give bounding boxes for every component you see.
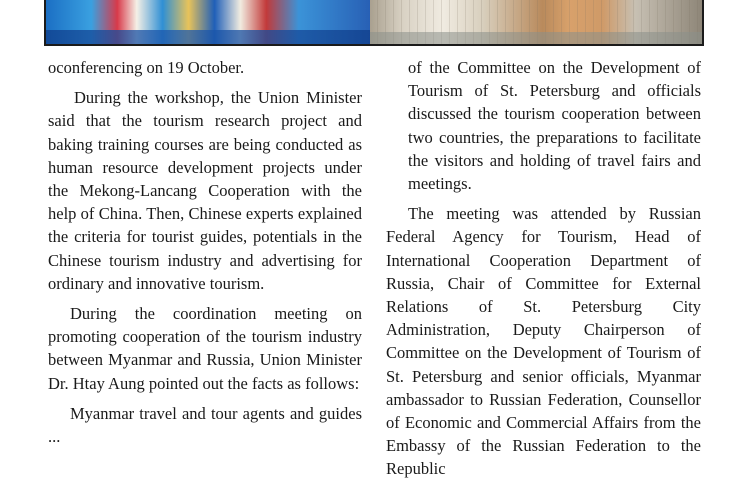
paragraph: Myanmar travel and tour agents and guides ...: [48, 403, 362, 447]
article-right-column: [386, 56, 701, 481]
paragraph: The meeting was attended by Russian Federal Agency for Tourism, Head of International Cooperation Department of Russia, Chair of Committee for External Relations of St. Petersburg City Administration, Deputy Chairperson of Committee on the Development of Tourism of St. Petersburg and senior officials, Myanmar ambassador to Russian Federation, Counsellor of Economic and Commercial Affairs from the Embassy of the Russian Federation to the Republic: [386, 204, 701, 479]
paragraph: of the Committee on the Development of Tourism of St. Petersburg and officials discussed the tourism cooperation between two countries, the preparations to facilitate the visitors and holding of travel fairs and meetings.: [408, 58, 701, 194]
article-left-column: [48, 56, 362, 448]
paragraph: oconferencing on 19 October.: [48, 58, 245, 77]
video-conference-photo: [46, 0, 370, 44]
paragraph: During the coordination meeting on promoting cooperation of the tourism industry between Myanmar and Russia, Union Minister Dr. Htay Aung pointed out the facts as follows:: [48, 304, 362, 393]
photo-strip: [44, 0, 704, 46]
paragraph: During the workshop, the Union Minister said that the tourism research project and baking training courses are being conducted as human resource development projects under the Mekong-Lancang Cooperation with the help of China. Then, Chinese experts explained the criteria for tourist guides, potentials in the Chinese tourism industry and advertising for ordinary and innovative tourism.: [48, 88, 362, 293]
meeting-room-photo: [370, 0, 702, 44]
